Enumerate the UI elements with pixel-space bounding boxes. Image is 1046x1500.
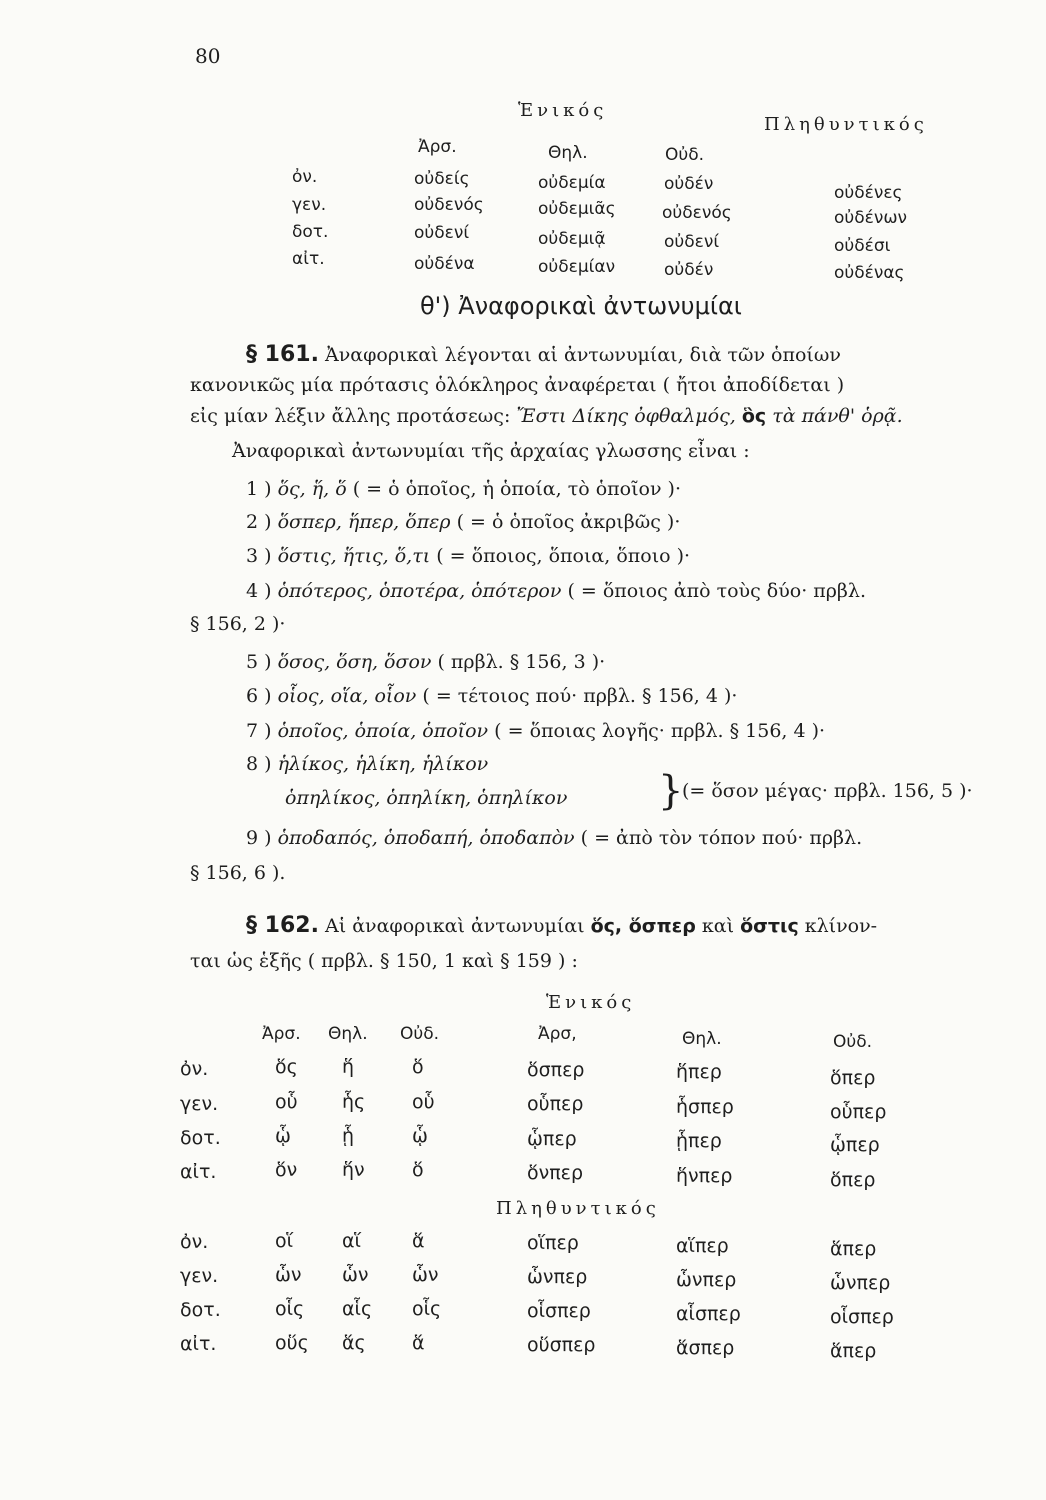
col-header: Οὐδ. <box>833 1032 873 1052</box>
text: κλίνον- <box>804 915 878 937</box>
cell: ὅς <box>275 1056 298 1078</box>
list-item <box>246 753 488 775</box>
cell: οὐδένας <box>834 263 905 283</box>
cell: οἷς <box>412 1298 442 1320</box>
cell: ἥ <box>342 1056 355 1078</box>
item-forms: ὅστις, ἥτις, ὅ,τι <box>277 545 431 567</box>
item-gloss: ( πρβλ. § 156, 3 )· <box>437 651 606 673</box>
list-item <box>246 478 681 500</box>
cell: αἵπερ <box>676 1235 729 1257</box>
cell: ἥν <box>342 1159 365 1181</box>
item-gloss: ( = ἀπὸ τὸν τόπον πού· πρβλ. <box>580 827 863 849</box>
col-header-neut: Οὐδ. <box>665 145 705 165</box>
list-item <box>246 720 825 742</box>
item-gloss: ( = τέτοιος πού· πρβλ. § 156, 4 )· <box>422 685 738 707</box>
list-item-continuation <box>190 613 285 635</box>
item-number: 9 ) <box>246 827 272 849</box>
cell: ᾧ <box>275 1125 291 1147</box>
cell: οἵ <box>275 1230 294 1252</box>
cell: αἷς <box>342 1298 373 1320</box>
cell: ὅ <box>412 1056 424 1078</box>
cell: ὅσπερ <box>527 1059 585 1081</box>
item-gloss: ( = ὁ ὁποῖος ἀκριβῶς )· <box>456 511 681 533</box>
item-gloss: ( = ὅποιος ἀπὸ τοὺς δύο· πρβλ. <box>567 580 866 602</box>
case-label: ὀν. <box>292 167 318 187</box>
cell: ὧνπερ <box>676 1269 737 1291</box>
plural-header: Πληθυντικός <box>764 114 928 135</box>
cell: ὅνπερ <box>527 1162 584 1184</box>
list-item-continuation <box>285 787 567 809</box>
case-label: ὀν. <box>180 1231 209 1253</box>
list-item <box>246 545 690 567</box>
item-number: 1 ) <box>246 478 272 500</box>
singular-header: Ἑνικός <box>518 100 608 121</box>
cell: οἷσπερ <box>527 1300 591 1322</box>
cell: οὐδέν <box>664 260 714 280</box>
item-forms: ὅσπερ, ἥπερ, ὅπερ <box>277 511 451 533</box>
cell: ᾗπερ <box>676 1130 722 1152</box>
cell: ὅπερ <box>830 1067 876 1089</box>
cell: οὕς <box>275 1332 309 1354</box>
quote: τὰ πάνθ' ὁρᾷ. <box>772 405 903 427</box>
item-number: 2 ) <box>246 511 272 533</box>
page-number: 80 <box>195 44 221 68</box>
item-number: 7 ) <box>246 720 272 742</box>
item-forms: ὁποῖος, ὁποία, ὁποῖον <box>277 720 489 742</box>
cell: ᾗ <box>342 1125 355 1147</box>
list-item-continuation <box>190 862 285 884</box>
section-number: § 162. <box>246 913 319 938</box>
cell: οὗπερ <box>527 1093 584 1115</box>
cell: ὧνπερ <box>527 1266 588 1288</box>
item-forms: ὁπηλίκος, ὁπηλίκη, ὁπηλίκον <box>285 787 568 809</box>
paragraph-162-line-1 <box>246 913 877 938</box>
cell: οὐδενί <box>414 223 470 243</box>
item-gloss: ( = ὅποιος, ὅποια, ὅποιο )· <box>436 545 691 567</box>
cell: οὐδεμιᾶς <box>538 199 616 219</box>
col-header-fem: Θηλ. <box>548 143 588 163</box>
text: εἰς μίαν λέξιν ἄλλης προτάσεως: <box>190 405 511 427</box>
cell: ὅπερ <box>830 1169 876 1191</box>
item-number: 3 ) <box>246 545 272 567</box>
item-forms: ὁποδαπός, ὁποδαπή, ὁποδαπὸν <box>277 827 575 849</box>
cell: ᾧ <box>412 1125 428 1147</box>
cell: οἵπερ <box>527 1232 579 1254</box>
item-number: 4 ) <box>246 580 272 602</box>
emphasis: ὅς, ὅσπερ <box>590 915 696 937</box>
cell: οἷς <box>275 1298 305 1320</box>
text: Αἱ ἀναφορικαὶ ἀντωνυμίαι <box>325 915 585 937</box>
brace-mark: } <box>658 768 684 814</box>
cell: ὧνπερ <box>830 1272 891 1294</box>
cell: οὗπερ <box>830 1101 887 1123</box>
case-label: αἰτ. <box>292 249 325 269</box>
case-label: γεν. <box>292 195 327 215</box>
cell: οὐδέν <box>664 174 714 194</box>
cell: οἷσπερ <box>830 1306 894 1328</box>
paragraph-161-line-3 <box>190 405 903 427</box>
singular-header: Ἑνικός <box>546 992 636 1013</box>
col-header: Θηλ. <box>682 1029 722 1049</box>
cell: ἅ <box>412 1332 425 1354</box>
case-label: ὀν. <box>180 1058 209 1080</box>
cell: οὐδείς <box>414 169 470 189</box>
item-forms: ὁπότερος, ὁποτέρα, ὁπότερον <box>277 580 562 602</box>
col-header: Ἀρσ, <box>538 1024 577 1044</box>
item-number: 8 ) <box>246 753 272 775</box>
emphasis: ὃς <box>741 405 767 427</box>
cell: ἅσπερ <box>676 1337 735 1359</box>
item-forms: ἡλίκος, ἡλίκη, ἡλίκον <box>277 753 489 775</box>
section-number: § 161. <box>246 342 319 367</box>
cell: οὐδεμιᾷ <box>538 229 606 249</box>
emphasis: ὅστις <box>740 915 799 937</box>
item-forms: οἷος, οἵα, οἷον <box>277 685 417 707</box>
paragraph-162-line-2: ται ὡς ἑξῆς ( πρβλ. § 150, 1 καὶ § 159 ) : <box>190 950 578 972</box>
case-label: δοτ. <box>292 222 329 242</box>
cell: ὅ <box>412 1159 424 1181</box>
cell: οὕσπερ <box>527 1334 596 1356</box>
cell: ἧς <box>342 1091 366 1113</box>
cell: ὧν <box>342 1264 369 1286</box>
list-item-gloss: (= ὅσον μέγας· πρβλ. 156, 5 )· <box>682 780 973 802</box>
list-item <box>246 685 737 707</box>
item-gloss: ( = ὁ ὁποῖος, ἡ ὁποία, τὸ ὁποῖον )· <box>352 478 682 500</box>
case-label: αἰτ. <box>180 1333 217 1355</box>
cell: οὐδένων <box>834 208 908 228</box>
quote: Ἔστι Δίκης ὀφθαλμός, <box>516 405 736 427</box>
cell: ἥπερ <box>676 1061 722 1083</box>
item-gloss: § 156, 6 ). <box>190 862 286 884</box>
col-header-masc: Ἀρσ. <box>418 137 457 157</box>
cell: αἷσπερ <box>676 1303 741 1325</box>
item-forms: ὅσος, ὅση, ὅσον <box>277 651 432 673</box>
cell: ᾧπερ <box>830 1134 880 1156</box>
item-number: 5 ) <box>246 651 272 673</box>
cell: οὐδέσι <box>834 236 891 256</box>
cell: ἥνπερ <box>676 1165 733 1187</box>
cell: οὐδενός <box>414 195 484 215</box>
cell: οὐδένα <box>414 254 475 274</box>
cell: οὗ <box>275 1091 298 1113</box>
case-label: γεν. <box>180 1265 219 1287</box>
case-label: δοτ. <box>180 1299 221 1321</box>
cell: οὐδένες <box>834 183 903 203</box>
case-label: αἰτ. <box>180 1161 217 1183</box>
paragraph-161-line-4: Ἀναφορικαὶ ἀντωνυμίαι τῆς ἀρχαίας γλωσσης εἶναι : <box>232 440 750 462</box>
item-gloss: § 156, 2 )· <box>190 613 286 635</box>
cell: ἅπερ <box>830 1340 877 1362</box>
cell: ᾧπερ <box>527 1128 577 1150</box>
cell: ἅ <box>412 1230 425 1252</box>
cell: ὅν <box>275 1159 298 1181</box>
cell: ἅπερ <box>830 1238 877 1260</box>
cell: οὐδεμίαν <box>538 257 616 277</box>
cell: αἵ <box>342 1230 361 1252</box>
item-number: 6 ) <box>246 685 272 707</box>
item-gloss: ( = ὅποιας λογῆς· πρβλ. § 156, 4 )· <box>494 720 826 742</box>
item-forms: ὅς, ἥ, ὅ <box>277 478 347 500</box>
list-item <box>246 827 862 849</box>
col-header: Ἀρσ. <box>262 1024 301 1044</box>
cell: οὐδενός <box>662 203 732 223</box>
cell: ὧν <box>412 1264 439 1286</box>
list-item <box>246 511 680 533</box>
cell: ἧσπερ <box>676 1096 734 1118</box>
text: Ἀναφορικαὶ λέγονται αἱ ἀντωνυμίαι, διὰ τῶν ὁποίων <box>325 344 841 366</box>
list-item <box>246 580 866 602</box>
case-label: δοτ. <box>180 1127 221 1149</box>
cell: ὧν <box>275 1264 302 1286</box>
cell: οὗ <box>412 1091 435 1113</box>
col-header: Οὐδ. <box>400 1024 440 1044</box>
plural-header: Πληθυντικός <box>496 1198 660 1219</box>
cell: ἅς <box>342 1332 366 1354</box>
case-label: γεν. <box>180 1093 219 1115</box>
col-header: Θηλ. <box>328 1024 368 1044</box>
cell: οὐδεμία <box>538 173 606 193</box>
list-item <box>246 651 605 673</box>
section-title: θ') Ἀναφορικαὶ ἀντωνυμίαι <box>420 292 742 320</box>
paragraph-161-line-1 <box>246 342 841 367</box>
cell: οὐδενί <box>664 232 720 252</box>
text: καὶ <box>701 915 735 937</box>
paragraph-161-line-2: κανονικῶς μία πρότασις ὁλόκληρος ἀναφέρεται ( ἤτοι ἀποδίδεται ) <box>190 374 845 396</box>
